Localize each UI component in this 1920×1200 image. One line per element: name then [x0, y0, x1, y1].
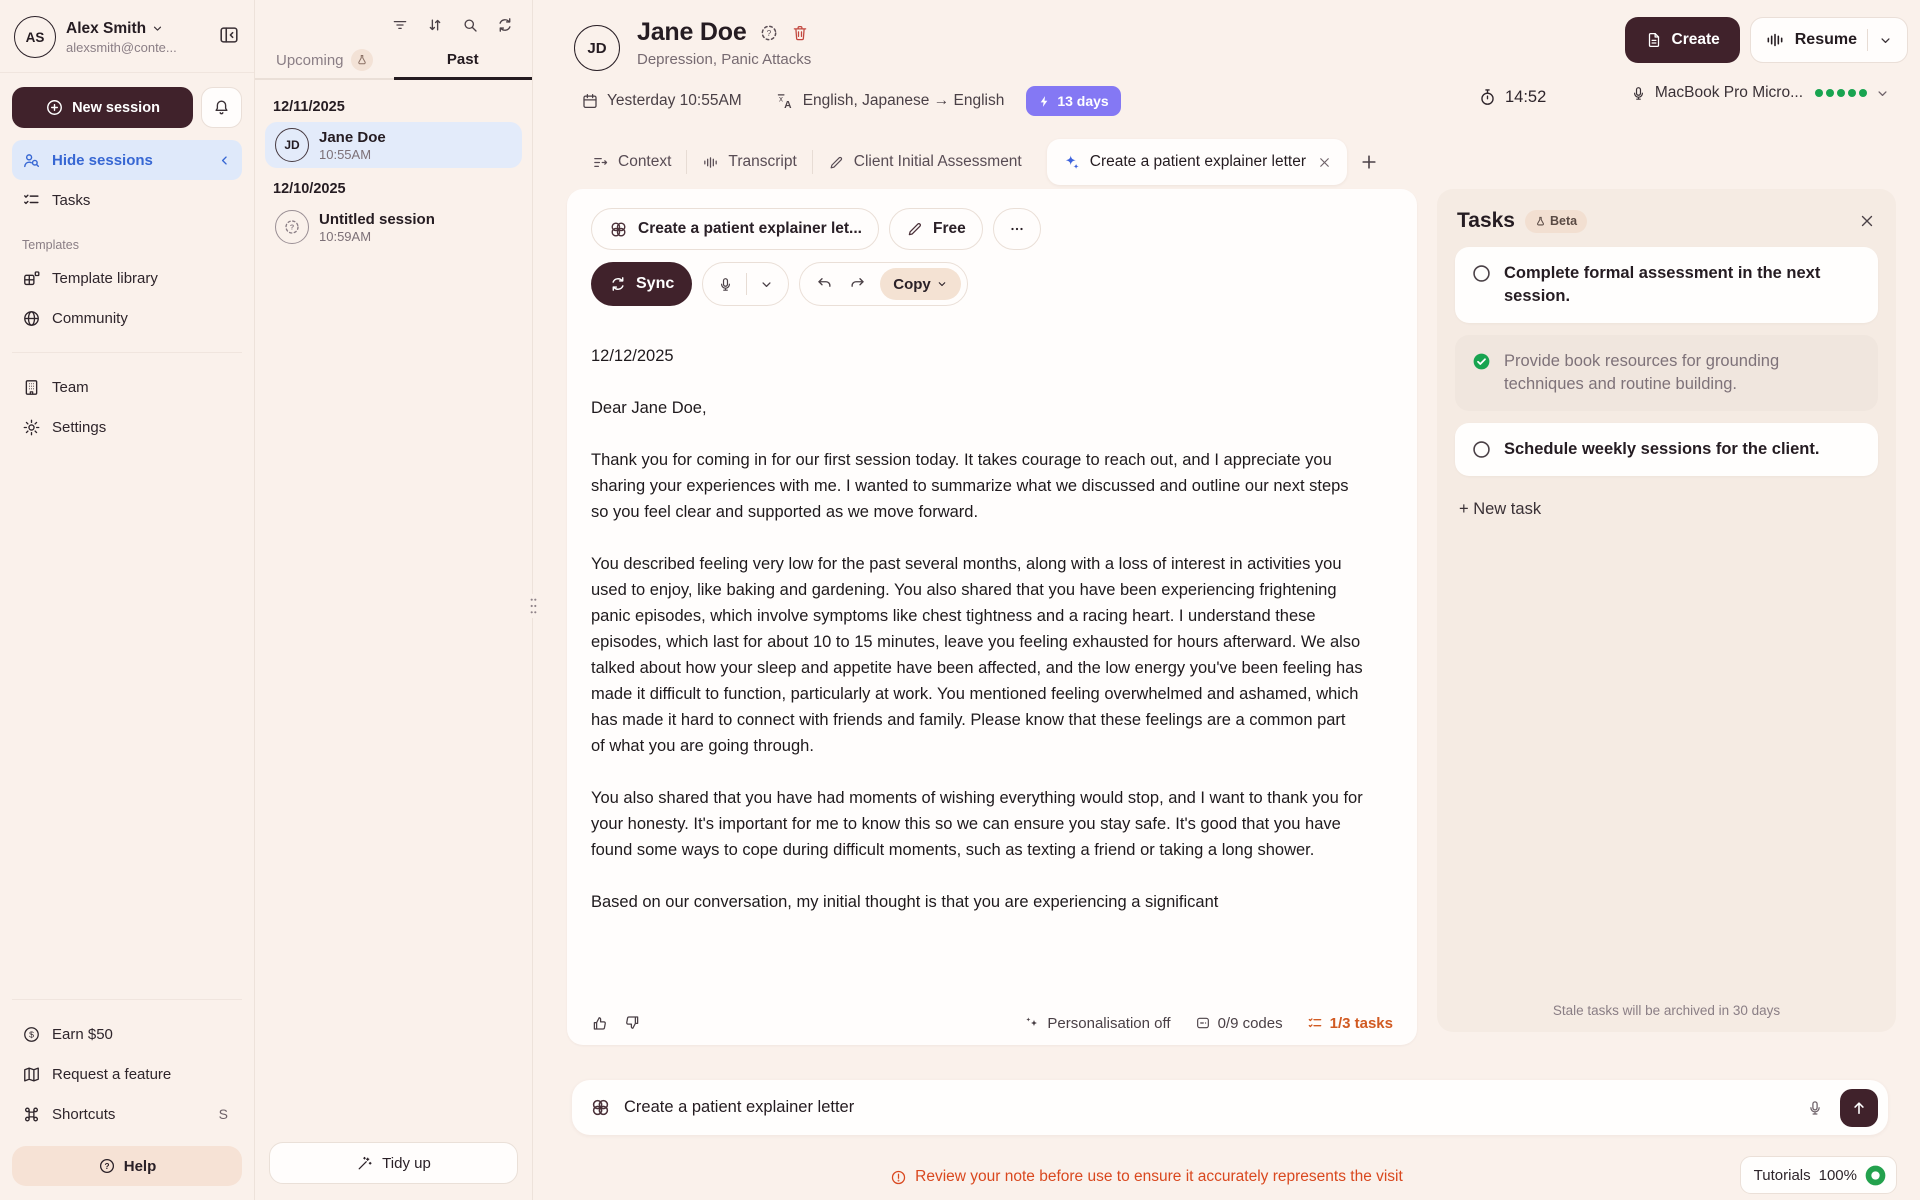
tab-patient-explainer-letter[interactable] — [1047, 139, 1347, 185]
session-time: 10:59AM — [319, 228, 372, 244]
new-task-button[interactable]: + New task — [1459, 500, 1542, 518]
close-tasks-panel-icon[interactable] — [1858, 212, 1876, 230]
building-icon — [22, 378, 41, 397]
svg-text:A: A — [783, 99, 792, 111]
clover-logo-icon — [608, 219, 629, 240]
user-name: Alex Smith — [66, 19, 147, 37]
sidebar — [0, 0, 255, 1200]
chevron-down-icon[interactable] — [759, 277, 774, 292]
sparkles-icon — [1024, 1015, 1040, 1031]
redo-icon[interactable] — [848, 275, 866, 293]
template-selector-button[interactable] — [591, 208, 879, 250]
tutorials-label: Tutorials — [1753, 1166, 1811, 1184]
divider — [12, 999, 242, 1000]
shortcut-key: S — [218, 1106, 228, 1122]
globe-icon — [22, 309, 41, 328]
session-item-untitled[interactable] — [265, 204, 522, 250]
waveform-icon — [1765, 30, 1785, 50]
tidy-up-label: Tidy up — [382, 1154, 431, 1172]
pencil-icon — [906, 220, 924, 238]
thumbs-down-icon[interactable] — [623, 1014, 641, 1032]
tab-label: Past — [446, 51, 479, 68]
session-name: Untitled session — [319, 210, 435, 228]
gear-icon — [22, 418, 41, 437]
refresh-icon[interactable] — [496, 16, 514, 34]
microphone-icon — [1630, 85, 1647, 102]
sidebar-item-label: Community — [52, 309, 128, 327]
sidebar-item-community[interactable] — [12, 298, 242, 338]
sidebar-item-label: Earn $50 — [52, 1025, 113, 1043]
sidebar-item-label: Team — [52, 378, 89, 396]
timer-value: 14:52 — [1505, 88, 1547, 106]
chevron-down-icon — [151, 22, 164, 35]
user-block[interactable] — [66, 20, 177, 55]
person-search-icon — [22, 151, 41, 170]
letter-body[interactable] — [591, 343, 1363, 983]
translate-icon — [776, 92, 795, 111]
dollar-circle-icon — [22, 1025, 41, 1044]
tab-client-initial-assessment[interactable] — [813, 153, 1037, 171]
days-badge[interactable]: 13 days — [1026, 86, 1120, 116]
sidebar-item-label: Tasks — [52, 191, 91, 209]
codes-counter[interactable]: 0/9 codes — [1195, 1015, 1283, 1032]
task-list-icon — [1307, 1015, 1323, 1031]
task-item[interactable] — [1455, 247, 1878, 323]
sidebar-item-hide-sessions[interactable] — [12, 140, 242, 180]
thumbs-up-icon[interactable] — [591, 1014, 609, 1032]
sidebar-item-template-library[interactable] — [12, 258, 242, 298]
calendar-icon — [581, 92, 599, 110]
resume-button[interactable] — [1750, 17, 1908, 63]
letter-paragraph: Thank you for coming in for our first session today. It takes courage to reach out, and I appreciate you sharing your experiences with me. I wanted to summarize what we discussed and outline our next steps so you feel clear and supported as we move forward. — [591, 451, 1349, 521]
session-avatar-placeholder — [275, 210, 309, 244]
microphone-label: MacBook Pro Micro... — [1654, 84, 1803, 101]
session-group-date: 12/10/2025 — [273, 181, 346, 197]
command-icon — [22, 1105, 41, 1124]
microphone-icon[interactable] — [1806, 1099, 1824, 1117]
letter-paragraph: Based on our conversation, my initial thought is that you are experiencing a significant — [591, 893, 1219, 911]
checklist-icon — [22, 191, 41, 210]
sidebar-item-shortcuts[interactable] — [12, 1094, 242, 1134]
letter-salutation: Dear Jane Doe, — [591, 399, 707, 417]
copy-label: Copy — [893, 275, 931, 293]
chevron-down-icon — [936, 278, 948, 290]
letter-date: 12/12/2025 — [591, 347, 674, 365]
tutorials-widget[interactable] — [1740, 1156, 1897, 1194]
ellipsis-icon — [1008, 220, 1026, 238]
task-item[interactable] — [1455, 423, 1878, 476]
tab-label: Context — [618, 153, 672, 170]
chevron-left-icon — [217, 153, 232, 168]
magic-wand-icon — [356, 1155, 373, 1172]
tab-transcript[interactable] — [687, 153, 811, 171]
send-button[interactable] — [1840, 1089, 1878, 1127]
help-icon — [98, 1157, 116, 1175]
create-button[interactable] — [1625, 17, 1740, 63]
stopwatch-icon — [1478, 88, 1497, 107]
new-session-label: New session — [72, 99, 160, 116]
map-icon — [22, 1065, 41, 1084]
bell-icon — [212, 98, 231, 117]
waveform-icon — [702, 154, 719, 171]
search-icon[interactable] — [461, 16, 479, 34]
sidebar-item-earn[interactable] — [12, 1014, 242, 1054]
microphone-selector[interactable] — [1630, 84, 1890, 102]
session-item-jane-doe[interactable] — [265, 122, 522, 168]
task-checked-icon[interactable] — [1471, 351, 1492, 372]
tutorials-progress: 100% — [1818, 1166, 1857, 1184]
more-options-button[interactable] — [993, 208, 1041, 250]
delete-session-icon[interactable] — [791, 24, 809, 42]
tidy-up-button[interactable] — [269, 1142, 518, 1184]
session-list-panel — [255, 0, 533, 1200]
mic-level-indicator — [1815, 89, 1867, 97]
session-timer — [1478, 88, 1546, 107]
personalisation-toggle[interactable]: Personalisation off — [1024, 1015, 1170, 1032]
collapse-sidebar-icon[interactable] — [218, 24, 240, 46]
divider — [746, 273, 747, 295]
filter-icon[interactable] — [391, 16, 409, 34]
sidebar-item-label: Template library — [52, 269, 158, 287]
tasks-counter[interactable]: 1/3 tasks — [1307, 1015, 1393, 1032]
tab-label: Create a patient explainer letter — [1089, 153, 1307, 170]
arrow-up-icon — [1850, 1099, 1868, 1117]
mode-button[interactable] — [889, 208, 983, 250]
lightning-icon — [1038, 95, 1051, 108]
tab-label: Client Initial Assessment — [853, 153, 1022, 170]
session-avatar: JD — [275, 128, 309, 162]
task-item[interactable] — [1455, 335, 1878, 411]
notifications-button[interactable] — [201, 87, 242, 128]
letter-paragraph: You described feeling very low for the past several months, along with a loss of interest in activities you used to enjoy, like baking and gardening. You also shared that you have been experiencing frightening panic episodes, which involve symptoms like chest tightness and a racing heart. I understand these episodes, which last for about 10 to 15 minutes, leave you feeling exhausted for hours afterward. We also talked about how your sleep and appetite have been affected, and the low energy you've been feeling has made it difficult to function, particularly at work. You mentioned feeling overwhelmed and ashamed, which has made it hard to connect with friends and family. Please know that these feelings are a common part of what you are going through. — [591, 555, 1363, 755]
chevron-down-icon[interactable] — [1878, 33, 1893, 48]
sidebar-item-label: Settings — [52, 418, 107, 436]
user-avatar[interactable]: AS — [14, 16, 56, 58]
ai-sparkle-icon — [1062, 153, 1081, 172]
sync-button[interactable] — [591, 262, 692, 306]
task-text: Complete formal assessment in the next session. — [1504, 264, 1821, 305]
help-button[interactable] — [12, 1146, 242, 1186]
tab-label: Upcoming — [275, 51, 344, 69]
sort-icon[interactable] — [426, 16, 444, 34]
templates-section-label: Templates — [22, 238, 79, 252]
document-card — [567, 189, 1417, 1045]
tasks-panel — [1437, 189, 1896, 1032]
progress-ring-icon — [1865, 1165, 1886, 1186]
svg-text:?: ? — [289, 222, 295, 232]
sidebar-item-settings[interactable] — [12, 407, 242, 447]
tasks-title: Tasks — [1457, 209, 1515, 232]
context-list-icon — [592, 154, 609, 171]
chevron-down-icon — [1875, 86, 1890, 101]
task-text: Schedule weekly sessions for the client. — [1504, 440, 1820, 458]
divider — [12, 352, 242, 353]
document-icon — [1645, 31, 1663, 49]
svg-text:?: ? — [104, 1162, 110, 1171]
user-email: alexsmith@conte... — [66, 39, 177, 55]
session-group-date: 12/11/2025 — [273, 99, 345, 115]
letter-paragraph: You also shared that you have had moments of wishing everything would stop, and I want to thank you for your honesty. It's important for me to know this so we can ensure you stay safe. It's good that you have found some ways to cope during difficult moments, such as texting a friend or taking a long shower. — [591, 789, 1363, 859]
task-unchecked-icon[interactable] — [1471, 263, 1492, 284]
close-tab-icon[interactable] — [1317, 155, 1332, 170]
plus-circle-icon — [45, 98, 64, 117]
help-label: Help — [123, 1157, 157, 1175]
clover-logo-icon — [589, 1096, 612, 1119]
svg-text:$: $ — [29, 1029, 34, 1040]
new-session-button[interactable] — [12, 87, 193, 128]
session-time: 10:55AM — [319, 146, 372, 162]
copy-button[interactable] — [880, 268, 961, 300]
sidebar-item-team[interactable] — [12, 367, 242, 407]
mode-label: Free — [932, 220, 966, 237]
edit-actions-group — [799, 262, 968, 306]
svg-text:?: ? — [766, 27, 771, 38]
session-tabs — [255, 42, 532, 80]
template-grid-icon — [22, 269, 41, 288]
review-notice-text: Review your note before use to ensure it accurately represents the visit — [915, 1168, 1403, 1185]
sidebar-item-label: Shortcuts — [52, 1105, 116, 1123]
main-area — [533, 0, 1920, 1200]
flask-icon — [1535, 216, 1546, 227]
patient-avatar: JD — [574, 25, 620, 71]
prompt-composer[interactable] — [572, 1080, 1888, 1135]
tab-label: Transcript — [728, 153, 797, 170]
sidebar-item-label: Request a feature — [52, 1065, 172, 1083]
document-tabs — [577, 139, 1379, 185]
task-text: Provide book resources for grounding techniques and routine building. — [1504, 352, 1780, 393]
tasks-archive-note: Stale tasks will be archived in 30 days — [1552, 1003, 1781, 1018]
sidebar-item-label: Hide sessions — [52, 151, 153, 169]
beta-badge: Beta — [1525, 210, 1587, 233]
task-unchecked-icon[interactable] — [1471, 439, 1492, 460]
pencil-icon — [828, 154, 845, 171]
resume-label: Resume — [1794, 31, 1857, 48]
divider — [1867, 29, 1868, 51]
document-status-bar — [567, 1001, 1417, 1045]
sidebar-item-request-feature[interactable] — [12, 1054, 242, 1094]
add-tab-icon[interactable] — [1359, 152, 1379, 172]
undo-icon[interactable] — [816, 275, 834, 293]
tab-upcoming[interactable] — [255, 42, 394, 80]
tab-context[interactable] — [577, 153, 686, 171]
dictate-group — [702, 262, 789, 306]
review-notice — [533, 1168, 1760, 1186]
unlinked-profile-icon[interactable] — [759, 23, 779, 43]
template-name: Create a patient explainer let... — [638, 220, 862, 237]
svg-text:x: x — [778, 94, 783, 103]
codes-badge-icon — [1195, 1015, 1211, 1031]
patient-conditions: Depression, Panic Attacks — [637, 51, 812, 68]
tab-past[interactable] — [394, 42, 533, 80]
beta-flask-badge — [351, 49, 373, 71]
session-languages: x A English, Japanese → English — [776, 92, 1005, 111]
session-datetime: Yesterday 10:55AM — [581, 92, 742, 110]
create-label: Create — [1671, 31, 1720, 48]
sync-icon — [609, 275, 627, 293]
patient-name: Jane Doe — [637, 18, 747, 46]
prompt-input[interactable]: Create a patient explainer letter — [624, 1098, 855, 1116]
sync-label: Sync — [636, 275, 675, 292]
sidebar-item-tasks[interactable] — [12, 180, 242, 220]
session-name: Jane Doe — [319, 128, 386, 146]
warning-icon — [890, 1169, 907, 1186]
microphone-icon[interactable] — [717, 276, 734, 293]
